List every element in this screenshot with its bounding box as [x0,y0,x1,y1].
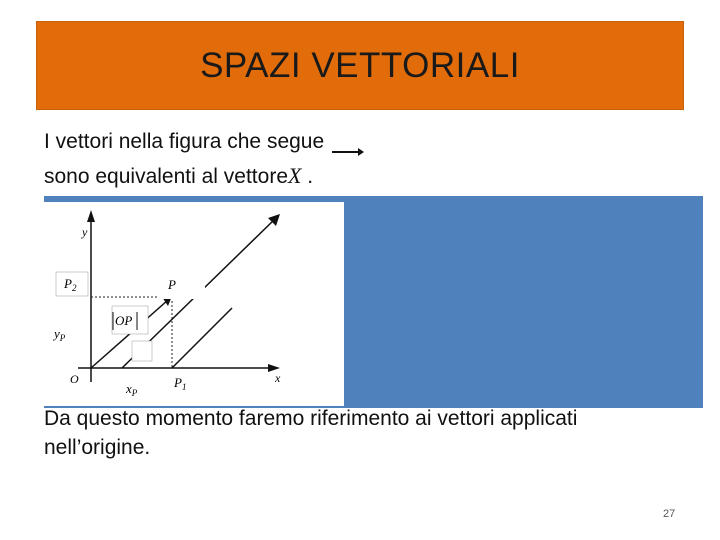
x-axis-label: x [275,371,281,385]
p1-label: $P_1$ [174,375,187,392]
title-banner [36,21,684,110]
intro-line-1: I vettori nella figura che segue [44,130,325,153]
p2-label: $P_2$ [64,276,77,293]
vector-figure [44,196,703,408]
vector-arrow-icon [330,145,364,157]
vector-figure-panel [44,196,703,408]
origin-label: O [70,372,79,386]
intro-line-2 [44,163,313,189]
intro-line-2-suffix: . [301,165,314,188]
y-axis-label: y [82,225,88,239]
p-label: P [168,277,176,292]
intro-line-2-text: sono equivalenti al vettore [44,165,288,188]
small-label-box [132,341,152,361]
vector-x-symbol: X [288,163,302,188]
p1-label-box [165,371,209,395]
xp-label: $x_P$ [126,381,138,398]
p-label-box [159,274,205,299]
op-label: OP [115,313,133,328]
slide-title: SPAZI VETTORIALI [200,45,520,85]
page-number: 27 [663,508,676,520]
yp-label: $y_P$ [54,326,66,343]
conclusion-text: Da questo momento faremo riferimento ai vettori applicati nell’origine. [44,407,578,459]
